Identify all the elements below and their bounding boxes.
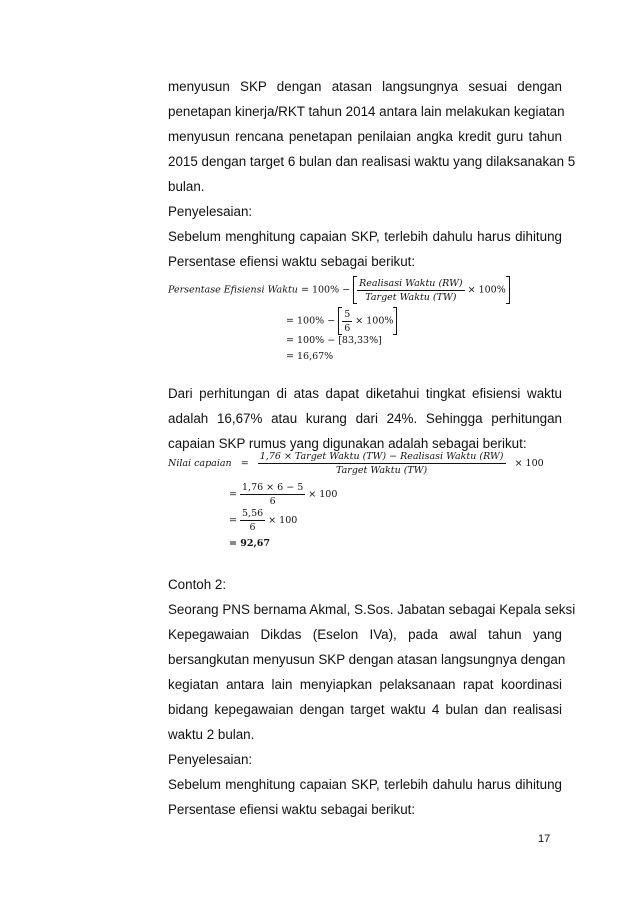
text-line: 2015 dengan target 6 bulan dan realisasi waktu yang dilaksanakan 5 (168, 154, 576, 169)
page-number: 17 (538, 833, 551, 845)
formula-term: [83,33%] (338, 335, 382, 346)
text-line: Dari perhitungan di atas dapat diketahui tingkat efisiensi waktu (168, 386, 562, 401)
formula-result: 92,67 (240, 538, 271, 549)
bracket-close (506, 276, 510, 304)
formula-nilai-line1 (168, 451, 544, 476)
text-line: bersangkutan menyusun SKP dengan atasan langsungnya dengan (168, 652, 566, 667)
text-line: Penyelesaian: (168, 752, 253, 767)
formula-fraction (357, 278, 464, 303)
text-line: menyusun SKP dengan atasan langsungnya sesuai dengan (168, 79, 562, 94)
formula-fraction (258, 451, 506, 476)
text-line: Seorang PNS bernama Akmal, S.Sos. Jabatan sebagai Kepala seksi (168, 602, 576, 617)
formula-result: = 16,67% (286, 351, 334, 362)
paragraph-intro (168, 74, 576, 274)
equals-sign: = (229, 515, 237, 526)
formula-lhs: Persentase Efisiensi Waktu (168, 284, 298, 296)
formula-term: 100% (297, 335, 325, 346)
bracket-close (393, 307, 397, 335)
text-line: Kepegawaian Dikdas (Eselon IVa), pada awal tahun yang (168, 627, 562, 642)
fraction-denominator: Target Waktu (TW) (336, 465, 428, 476)
formula-fraction (240, 482, 305, 507)
text-line: capaian SKP rumus yang digunakan adalah sebagai berikut: (168, 436, 527, 451)
fraction-denominator: Target Waktu (TW) (365, 291, 457, 303)
equals-sign: = (229, 538, 237, 549)
fraction-denominator: 6 (269, 496, 276, 507)
equals-sign: = (240, 458, 249, 469)
text-line: waktu 2 bulan. (168, 727, 255, 742)
minus-sign: − (342, 284, 351, 296)
text-line: Penyelesaian: (168, 204, 253, 219)
equals-sign: = (229, 489, 237, 500)
equals-sign: = (286, 315, 294, 327)
formula-fraction (240, 508, 265, 533)
text-line: Sebelum menghitung capaian SKP, terlebih dahulu harus dihitung (168, 777, 562, 792)
text-line: adalah 16,67% atau kurang dari 24%. Sehingga perhitungan (168, 411, 562, 426)
fraction-denominator: 6 (249, 522, 256, 533)
equals-sign: = (300, 284, 309, 296)
text-line: penetapan kinerja/RKT tahun 2014 antara lain melakukan kegiatan (168, 104, 565, 119)
formula-term: × 100% (467, 284, 506, 296)
equals-sign: = (286, 335, 294, 346)
text-line: menyusun rencana penetapan penilaian angka kredit guru tahun (168, 129, 562, 144)
fraction-numerator: 5 (344, 308, 351, 320)
text-line: kegiatan antara lain menyiapkan pelaksanaan rapat koordinasi (168, 677, 562, 692)
formula-term: × 100 (268, 515, 298, 526)
text-line: bulan. (168, 179, 205, 194)
formula-term: × 100 (308, 489, 338, 500)
minus-sign: − (327, 315, 336, 327)
formula-fraction (342, 309, 352, 334)
minus-sign: − (327, 335, 336, 346)
text-line: Sebelum menghitung capaian SKP, terlebih dahulu harus dihitung (168, 229, 562, 244)
formula-term: × 100% (355, 315, 394, 327)
paragraph-example-2 (168, 572, 576, 822)
formula-efisiensi-result (286, 351, 333, 362)
formula-nilai-result (229, 538, 270, 549)
fraction-numerator: 5,56 (242, 508, 264, 519)
fraction-numerator: 1,76 × 6 − 5 (242, 482, 304, 493)
text-line: Contoh 2: (168, 577, 227, 592)
paragraph-explanation (168, 381, 562, 456)
formula-efisiensi-line3 (286, 335, 382, 346)
formula-nilai-line3 (229, 508, 297, 533)
formula-efisiensi-line2 (286, 307, 397, 335)
fraction-numerator: Realisasi Waktu (RW) (359, 277, 463, 289)
text-line: Persentase efiensi waktu sebagai berikut: (168, 254, 416, 269)
formula-term: × 100 (514, 458, 544, 469)
text-line: bidang kepegawaian dengan target waktu 4 bulan dan realisasi (168, 702, 562, 717)
text-line: Persentase efiensi waktu sebagai berikut: (168, 802, 416, 817)
fraction-denominator: 6 (344, 322, 351, 334)
formula-efisiensi-line1 (168, 276, 510, 304)
fraction-numerator: 1,76 × Target Waktu (TW) − Realisasi Waktu (RW) (259, 451, 504, 462)
formula-nilai-line2 (229, 482, 337, 507)
formula-term: 100% (311, 284, 340, 296)
formula-lhs: Nilai capaian (168, 458, 232, 469)
formula-term: 100% (297, 315, 325, 327)
